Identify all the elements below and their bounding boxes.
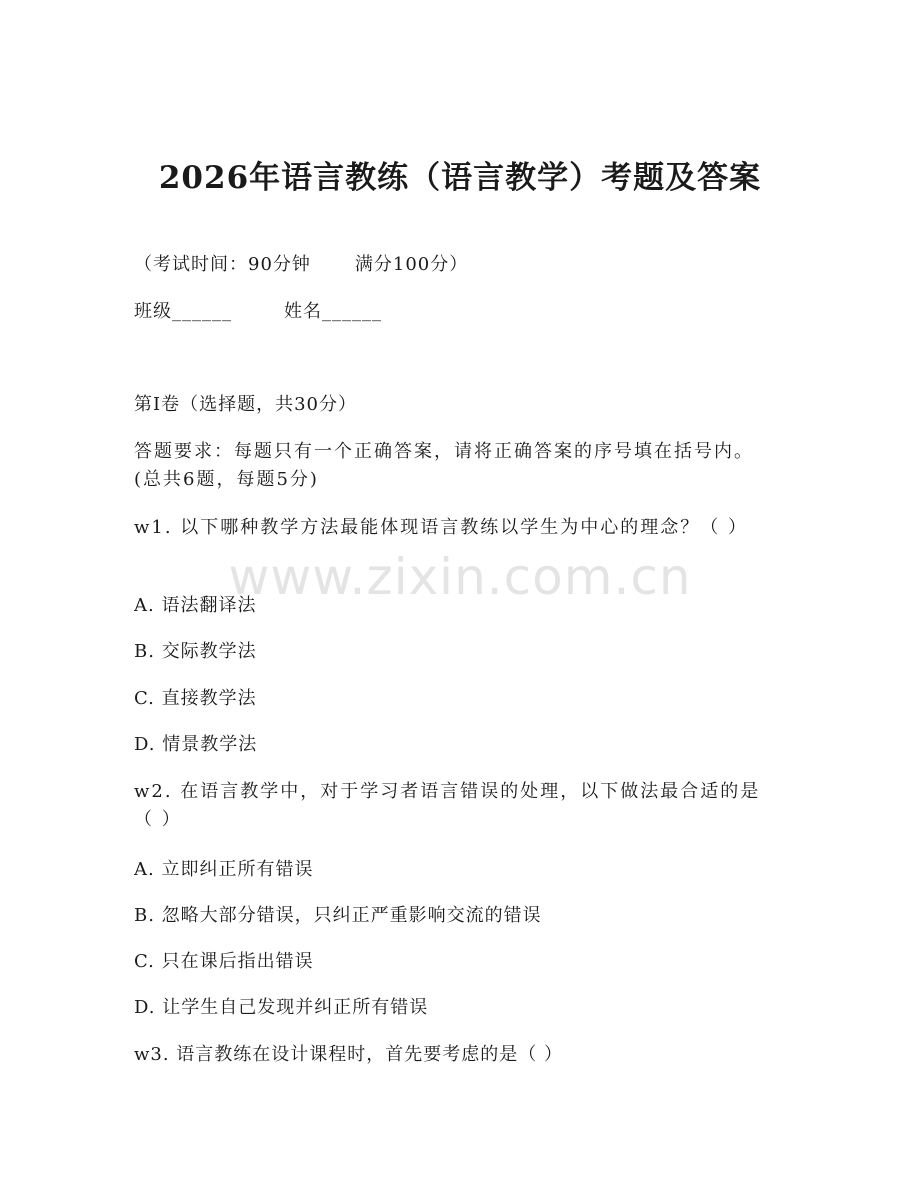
question-1-stem: w1. 以下哪种教学方法最能体现语言教练以学生为中心的理念？（ ） — [134, 517, 749, 538]
question-1-option-b: B. 交际教学法 — [134, 641, 257, 662]
question-2-stem: w2. 在语言教学中，对于学习者语言错误的处理，以下做法最合适的是（ ） — [134, 781, 761, 830]
question-2-option-a: A. 立即纠正所有错误 — [134, 859, 314, 880]
exam-full-score: 满分100分） — [354, 254, 469, 275]
fill-in-row — [134, 298, 382, 326]
watermark: www.zixin.com.cn — [228, 548, 692, 606]
exam-time: （考试时间：90分钟 — [134, 254, 311, 275]
class-label: 班级______ — [134, 301, 232, 322]
question-2-option-d: D. 让学生自己发现并纠正所有错误 — [134, 997, 429, 1018]
question-1-option-c: C. 直接教学法 — [134, 688, 257, 709]
question-2-option-b: B. 忽略大部分错误，只纠正严重影响交流的错误 — [134, 905, 542, 926]
exam-info — [134, 251, 468, 279]
question-1-option-a: A. 语法翻译法 — [134, 595, 257, 616]
instructions: 答题要求：每题只有一个正确答案，请将正确答案的序号填在括号内。(总共6题，每题5分) — [134, 441, 754, 490]
name-label: 姓名______ — [284, 301, 382, 322]
question-3-stem: w3. 语言教练在设计课程时，首先要考虑的是（ ） — [134, 1044, 564, 1065]
question-1-option-d: D. 情景教学法 — [134, 734, 258, 755]
question-2-option-c: C. 只在课后指出错误 — [134, 951, 314, 972]
section-title: 第Ⅰ卷（选择题，共30分） — [134, 394, 358, 415]
document-title: 2026年语言教练（语言教学）考题及答案 — [158, 160, 762, 196]
